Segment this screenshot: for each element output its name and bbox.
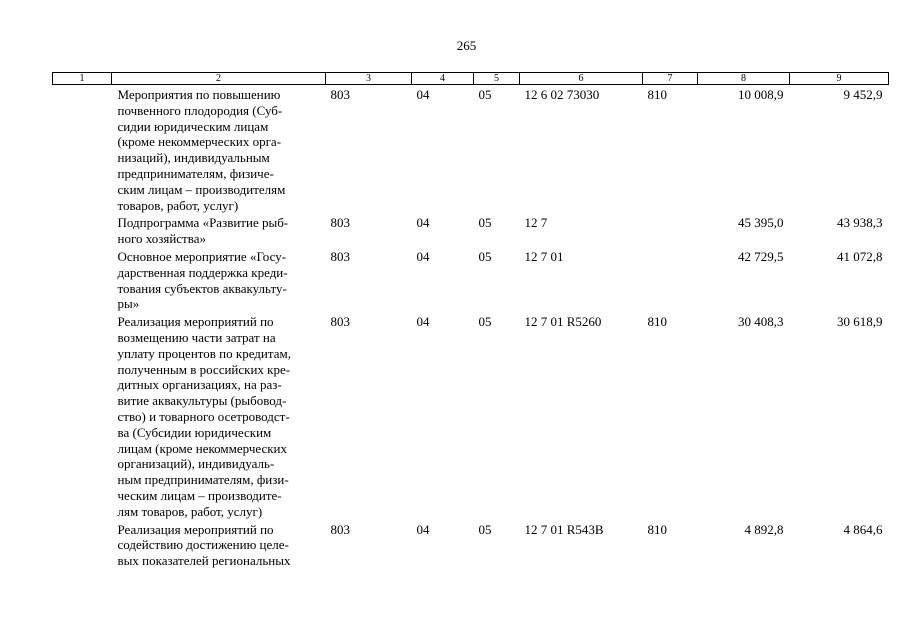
cell-target-article: 12 6 02 73030 <box>524 87 600 102</box>
item-name-line: товаров, работ, услуг) <box>117 197 239 213</box>
item-name-line: лям товаров, работ, услуг) <box>117 503 263 519</box>
table-row <box>53 247 889 312</box>
item-name-line: ческим лицам – производите- <box>117 487 282 503</box>
cell-col1 <box>53 312 112 519</box>
cell-ministry-code: 803 <box>330 215 350 231</box>
column-header: 7 <box>643 73 698 85</box>
item-name-line: почвенного плодородия (Суб- <box>117 102 283 118</box>
cell-target-article: 12 7 01 <box>524 248 564 264</box>
cell-target-article: 12 7 01 R543B <box>524 521 604 537</box>
item-name-line: ным предпринимателям, физи- <box>117 472 289 488</box>
cell-amount-year2: 41 072,8 <box>837 248 883 264</box>
item-name-line: ство) и товарного осетроводст- <box>117 408 290 424</box>
column-header: 3 <box>326 73 412 85</box>
item-name-line: дитных организациях, на раз- <box>117 377 282 393</box>
item-name-line: дарственная поддержка креди- <box>117 264 288 280</box>
item-name-line: Мероприятия по повышению <box>117 87 281 102</box>
cell-subsection: 05 <box>478 521 492 537</box>
cell-item-name <box>112 247 326 312</box>
table-row <box>53 213 889 247</box>
cell-section: 04 <box>416 521 430 537</box>
cell-subsection: 05 <box>478 248 492 264</box>
cell-expense-type: 810 <box>647 314 667 330</box>
cell-amount-year2: 43 938,3 <box>837 215 883 231</box>
cell-section: 04 <box>416 215 430 231</box>
cell-item-name <box>112 312 326 519</box>
cell-amount-year1: 4 892,8 <box>744 521 784 537</box>
item-name-line: сидии юридическим лицам <box>117 118 269 134</box>
cell-section: 04 <box>416 248 430 264</box>
cell-col1 <box>53 520 112 569</box>
column-header: 4 <box>412 73 474 85</box>
table-row <box>53 85 889 214</box>
table-header <box>53 73 889 85</box>
cell-expense-type: 810 <box>647 521 667 537</box>
cell-ministry-code: 803 <box>330 87 350 102</box>
column-header: 6 <box>520 73 643 85</box>
column-header: 9 <box>790 73 889 85</box>
cell-amount-year1: 30 408,3 <box>738 314 784 330</box>
cell-amount-year2: 4 864,6 <box>843 521 883 537</box>
cell-expense-type: 810 <box>647 87 667 102</box>
item-name-line: Подпрограмма «Развитие рыб- <box>117 215 289 231</box>
cell-target-article: 12 7 <box>524 215 548 231</box>
cell-subsection: 05 <box>478 87 492 102</box>
cell-amount-year1: 10 008,9 <box>738 87 784 102</box>
item-name-line: тования субъектов аквакульту- <box>117 280 287 296</box>
column-header: 8 <box>698 73 790 85</box>
column-header: 5 <box>474 73 520 85</box>
page-number: 265 <box>456 38 477 53</box>
item-name-line: лицам (кроме некоммерческих <box>117 440 288 456</box>
cell-section: 04 <box>416 314 430 330</box>
cell-amount-year1: 42 729,5 <box>738 248 784 264</box>
item-name-line: уплату процентов по кредитам, <box>117 345 291 361</box>
table-row <box>53 312 889 519</box>
item-name-line: Реализация мероприятий по <box>117 314 274 330</box>
cell-col1 <box>53 247 112 312</box>
column-header: 2 <box>112 73 326 85</box>
item-name-line: ва (Субсидии юридическим <box>117 424 272 440</box>
item-name-line: вых показателей региональных <box>117 553 291 569</box>
item-name-line: полученным в российских кре- <box>117 361 291 377</box>
item-name-line: витие аквакультуры (рыбовод- <box>117 393 287 409</box>
cell-col1 <box>53 213 112 247</box>
budget-table <box>52 72 889 569</box>
item-name-line: низаций), индивидуальным <box>117 150 270 166</box>
cell-item-name <box>112 85 326 214</box>
cell-item-name <box>112 520 326 569</box>
item-name-line: ры» <box>117 296 140 312</box>
cell-expense-type <box>643 247 698 312</box>
cell-subsection: 05 <box>478 215 492 231</box>
cell-expense-type <box>643 213 698 247</box>
cell-col1 <box>53 85 112 214</box>
table-body <box>53 85 889 569</box>
cell-target-article: 12 7 01 R5260 <box>524 314 602 330</box>
cell-ministry-code: 803 <box>330 314 350 330</box>
column-header: 1 <box>53 73 112 85</box>
cell-section: 04 <box>416 87 430 102</box>
item-name-line: (кроме некоммерческих орга- <box>117 134 282 150</box>
table-row <box>53 520 889 569</box>
item-name-line: Основное мероприятие «Госу- <box>117 248 287 264</box>
cell-ministry-code: 803 <box>330 248 350 264</box>
item-name-line: содействию достижению целе- <box>117 537 289 553</box>
cell-amount-year2: 9 452,9 <box>843 87 883 102</box>
cell-item-name <box>112 213 326 247</box>
item-name-line: Реализация мероприятий по <box>117 521 274 537</box>
item-name-line: организаций), индивидуаль- <box>117 456 275 472</box>
cell-ministry-code: 803 <box>330 521 350 537</box>
item-name-line: ским лицам – производителям <box>117 181 286 197</box>
cell-subsection: 05 <box>478 314 492 330</box>
cell-amount-year1: 45 395,0 <box>738 215 784 231</box>
item-name-line: предпринимателям, физиче- <box>117 165 274 181</box>
cell-amount-year2: 30 618,9 <box>837 314 883 330</box>
item-name-line: возмещению части затрат на <box>117 329 276 345</box>
item-name-line: ного хозяйства» <box>117 231 206 247</box>
